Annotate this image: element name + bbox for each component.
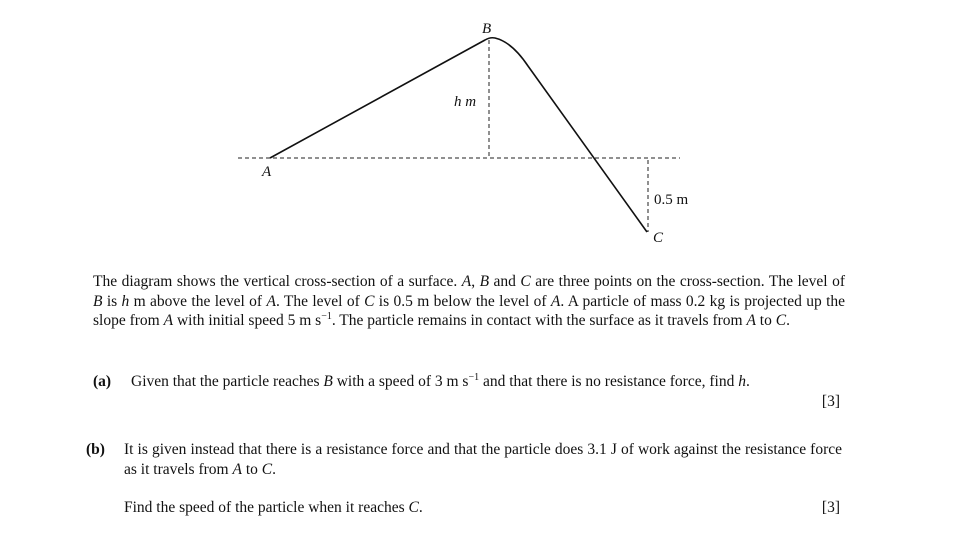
question-a bbox=[93, 372, 845, 414]
question-b-label: (b) bbox=[86, 441, 105, 458]
question-a-label: (a) bbox=[93, 373, 112, 390]
intro-paragraph: The diagram shows the vertical cross-section of a surface. A, B and C are three points on the cross-section. The level of B is h m above the level of A. The level of C is 0.5 m below the level of A. A particle of mass 0.2 kg is projected up the slope from A with initial speed 5 m $s^{-1}$. The particle remains in contact with the surface as it travels from A to C. bbox=[93, 273, 846, 329]
question-b-find: Find the speed of the particle when it reaches C. bbox=[124, 499, 423, 516]
point-c-label: C bbox=[653, 230, 664, 246]
question-b-marks: [3] bbox=[821, 499, 840, 516]
cross-section-diagram bbox=[0, 0, 960, 260]
question-a-marks: [3] bbox=[821, 392, 840, 410]
height-label: h m bbox=[454, 94, 477, 110]
question-b-text: It is given instead that there is a resistance force and that the particle does 3.1 J of work against the resistance force as it travels from A to C. bbox=[124, 441, 842, 478]
surface-profile bbox=[270, 38, 647, 232]
question-a-text: Given that the particle reaches B with a speed of 3 m $s^{-1}$ and that there is no resistance force, find h. bbox=[131, 372, 750, 390]
question-b bbox=[86, 440, 845, 520]
drop-label: 0.5 m bbox=[654, 192, 689, 208]
point-a-label: A bbox=[262, 164, 272, 180]
point-b-label: B bbox=[482, 21, 492, 37]
